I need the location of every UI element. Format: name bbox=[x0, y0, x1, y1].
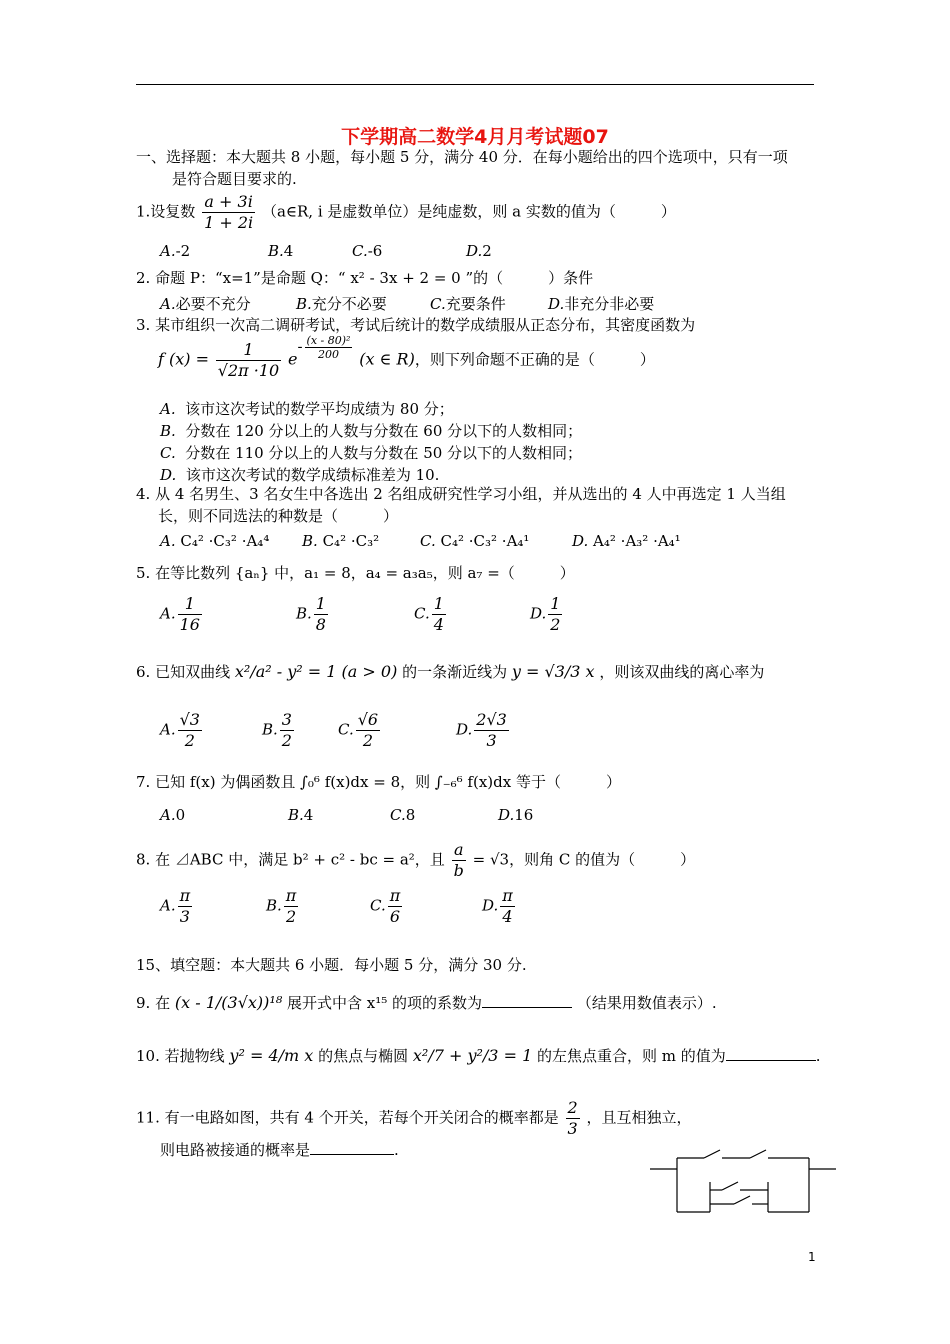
q10-rest: 的左焦点重合，则 m 的值为 bbox=[537, 1047, 726, 1065]
q10-parabola: y² = 4/m x bbox=[229, 1046, 314, 1065]
q3-e: e bbox=[288, 349, 298, 369]
q8-fraction bbox=[452, 840, 466, 881]
q3-exp-num: (x - 80)² bbox=[306, 334, 351, 347]
q6-mid: 的一条渐近线为 bbox=[402, 663, 508, 681]
q6-stem bbox=[136, 662, 764, 682]
q3-formula-line bbox=[158, 334, 655, 390]
q4-stem-cont: 长，则不同选法的种数是（ ） bbox=[158, 507, 399, 525]
q9-rest: 展开式中含 x¹⁵ 的项的系数为 bbox=[287, 994, 483, 1012]
q2-option-a: A.必要不充分 bbox=[160, 295, 251, 313]
q2-option-d: D.非充分非必要 bbox=[548, 295, 655, 313]
q2-stem: 2. 命题 P：“x=1”是命题 Q：“ x² - 3x + 2 = 0 ”的（ ）条件 bbox=[136, 269, 594, 287]
q9-pre: 9. 在 bbox=[136, 994, 171, 1012]
q8-option-c: C. $\frac{\pi}{6}$ bbox=[370, 886, 401, 926]
circuit-switch-4 bbox=[734, 1196, 750, 1204]
q3-domain: (x ∈ R) bbox=[359, 349, 415, 369]
q6-rest: ，则该双曲线的离心率为 bbox=[599, 663, 765, 681]
q8-frac-num: a bbox=[452, 840, 466, 861]
q8-text1: 8. 在 ⊿ABC 中，满足 b² + c² - bc = a²，且 bbox=[136, 850, 445, 869]
q9-answer-blank[interactable] bbox=[482, 1007, 572, 1008]
q4-option-b: B. C₄² ·C₃² bbox=[302, 532, 380, 550]
q9-expression: (x - 1/(3√x))¹⁸ bbox=[174, 993, 283, 1012]
q3-f-num: 1 bbox=[216, 340, 281, 361]
q6-option-a: A. $\frac{√3}{2}$ bbox=[160, 710, 200, 750]
section1-heading: 一、选择题：本大题共 8 小题，每小题 5 分，满分 40 分．在每小题给出的四个选项中，只有一项 bbox=[136, 148, 788, 166]
q7-option-d: D.16 bbox=[498, 806, 534, 824]
q1-option-c: C.-6 bbox=[352, 242, 383, 260]
q2-option-c: C.充要条件 bbox=[430, 295, 506, 313]
q5-stem: 5. 在等比数列 {aₙ} 中，a₁ = 8，a₄ = a₃a₅，则 a₇ =（ ） bbox=[136, 564, 575, 582]
q11-frac-den: 3 bbox=[567, 1119, 578, 1138]
q6-option-d: D. $\frac{2√3}{3}$ bbox=[456, 710, 507, 750]
q11-line2: 则电路被接通的概率是 bbox=[160, 1141, 311, 1159]
q3-exp-den: 200 bbox=[318, 348, 339, 361]
q8-stem bbox=[136, 840, 695, 881]
q1-stem bbox=[136, 192, 676, 233]
q1-rest: （a∈R, i 是虚数单位）是纯虚数，则 a 实数的值为（ ） bbox=[261, 202, 676, 221]
q1-frac-den: 1 + 2i bbox=[204, 213, 254, 232]
q3-option-b: B. 分数在 120 分以上的人数与分数在 60 分以下的人数相同； bbox=[160, 422, 583, 440]
q8-option-d: D. $\frac{\pi}{4}$ bbox=[482, 886, 513, 926]
q9-tail: （结果用数值表示）. bbox=[576, 994, 717, 1012]
q3-stem: 3. 某市组织一次高二调研考试，考试后统计的数学成绩服从正态分布，其密度函数为 bbox=[136, 316, 696, 334]
q2-option-b: B.充分不必要 bbox=[296, 295, 387, 313]
q1-option-b: B.4 bbox=[268, 242, 294, 260]
section2-heading: 15、填空题：本大题共 6 小题．每小题 5 分，满分 30 分. bbox=[136, 956, 527, 974]
q10-mid: 的焦点与椭圆 bbox=[318, 1047, 409, 1065]
q3-f-frac bbox=[216, 340, 281, 381]
circuit-diagram bbox=[650, 1148, 836, 1220]
q3-f-den: √2π ·10 bbox=[217, 361, 280, 380]
q6-option-b: B. $\frac{3}{2}$ bbox=[262, 710, 292, 750]
q11-stem bbox=[136, 1098, 691, 1139]
q9-stem bbox=[136, 993, 717, 1013]
q7-option-a: A.0 bbox=[160, 806, 186, 824]
q6-pre: 6. 已知双曲线 bbox=[136, 663, 231, 681]
q1-frac-num: a + 3i bbox=[202, 192, 255, 213]
page-number: 1 bbox=[808, 1250, 816, 1264]
q7-option-c: C.8 bbox=[390, 806, 416, 824]
q3-rest: ，则下列命题不正确的是（ ） bbox=[414, 350, 655, 369]
q11-answer-blank[interactable] bbox=[310, 1154, 394, 1155]
q11-stem-cont bbox=[160, 1140, 399, 1160]
section1-heading-cont: 是符合题目要求的. bbox=[172, 170, 297, 188]
q11-frac-num: 2 bbox=[567, 1098, 578, 1117]
q5-option-c: C. $\frac{1}{4}$ bbox=[414, 594, 444, 634]
q3-option-a: A. 该市这次考试的数学平均成绩为 80 分； bbox=[160, 400, 454, 418]
q6-option-c: C. $\frac{√6}{2}$ bbox=[338, 710, 379, 750]
q11-fraction bbox=[566, 1098, 580, 1139]
q10-pre: 10. 若抛物线 bbox=[136, 1047, 225, 1065]
q7-option-b: B.4 bbox=[288, 806, 314, 824]
q4-stem: 4. 从 4 名男生、3 名女生中各选出 2 名组成研究性学习小组，并从选出的 4 人中再选定 1 人当组 bbox=[136, 485, 786, 503]
q6-asymptote: y = √3/3 x bbox=[511, 662, 595, 681]
q8-option-a: A. $\frac{\pi}{3}$ bbox=[160, 886, 191, 926]
q1-fraction bbox=[202, 192, 255, 233]
q8-option-b: B. $\frac{\pi}{2}$ bbox=[266, 886, 297, 926]
q7-stem: 7. 已知 f(x) 为偶函数且 ∫₀⁶ f(x)dx = 8，则 ∫₋₆⁶ f(x)dx 等于（ ） bbox=[136, 773, 621, 791]
q4-option-d: D. A₄² ·A₃² ·A₄¹ bbox=[572, 532, 681, 550]
q8-text2: = √3，则角 C 的值为（ ） bbox=[472, 850, 696, 869]
q10-answer-blank[interactable] bbox=[726, 1060, 816, 1061]
q8-frac-den: b bbox=[453, 861, 464, 880]
q5-option-a: A. $\frac{1}{16}$ bbox=[160, 594, 200, 634]
q3-option-d: D. 该市这次考试的数学成绩标准差为 10. bbox=[160, 466, 440, 484]
q5-option-d: D. $\frac{1}{2}$ bbox=[530, 594, 561, 634]
q4-option-a: A. C₄² ·C₃² ·A₄⁴ bbox=[160, 532, 270, 550]
q3-f-left: f (x) = bbox=[158, 349, 210, 369]
q1-option-d: D.2 bbox=[466, 242, 492, 260]
page-title: 下学期高二数学4月月考试题07 bbox=[341, 126, 609, 148]
circuit-switch-2 bbox=[750, 1150, 766, 1158]
header-rule bbox=[136, 84, 814, 85]
q3-option-c: C. 分数在 110 分以上的人数与分数在 50 分以下的人数相同； bbox=[160, 444, 583, 462]
q6-hyperbola: x²/a² - y² = 1 (a > 0) bbox=[234, 662, 398, 681]
q1-option-a: A.-2 bbox=[160, 242, 191, 260]
q5-option-b: B. $\frac{1}{8}$ bbox=[296, 594, 326, 634]
q11-line1a: 11. 有一电路如图，共有 4 个开关，若每个开关闭合的概率都是 bbox=[136, 1108, 559, 1127]
circuit-switch-1 bbox=[704, 1150, 720, 1158]
q11-tail: . bbox=[394, 1141, 399, 1159]
q4-option-c: C. C₄² ·C₃² ·A₄¹ bbox=[420, 532, 530, 550]
circuit-switch-3 bbox=[722, 1182, 738, 1190]
q10-ellipse: x²/7 + y²/3 = 1 bbox=[412, 1046, 533, 1065]
q1-num: 1.设复数 bbox=[136, 202, 196, 221]
q11-line1b: ，且互相独立， bbox=[586, 1108, 692, 1127]
q10-tail: . bbox=[815, 1047, 821, 1065]
q3-exp-frac bbox=[305, 334, 353, 361]
q10-stem bbox=[136, 1046, 821, 1066]
q3-exponent: - $\frac{\text{(x - 80)²}}{200}$ bbox=[297, 334, 351, 361]
